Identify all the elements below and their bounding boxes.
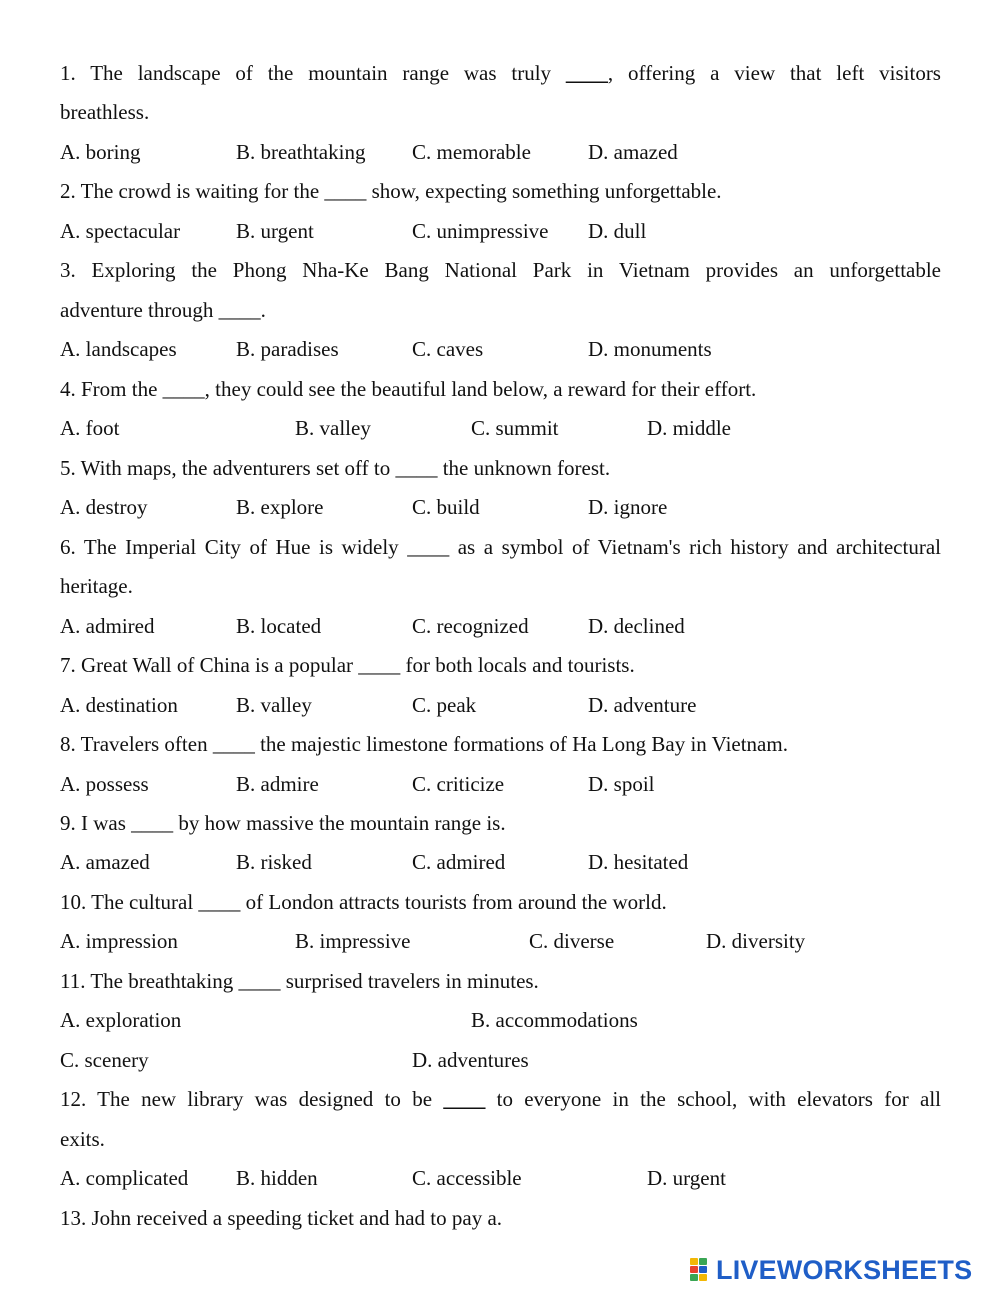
q6-stem: 6. The Imperial City of Hue is widely ____ as a symbol of Vietnam's rich history and architectural — [60, 535, 941, 559]
q10-option-b[interactable]: B. impressive — [295, 929, 411, 953]
q7-option-b[interactable]: B. valley — [236, 693, 312, 717]
q5-option-b[interactable]: B. explore — [236, 495, 324, 519]
q9-stem: 9. I was ____ by how massive the mountain range is. — [60, 811, 506, 835]
q1-option-b[interactable]: B. breathtaking — [236, 140, 366, 164]
q4-option-d[interactable]: D. middle — [647, 416, 731, 440]
q1-option-d[interactable]: D. amazed — [588, 140, 678, 164]
q3-option-a[interactable]: A. landscapes — [60, 337, 177, 361]
q11-option-d[interactable]: D. adventures — [412, 1048, 529, 1072]
q1-option-c[interactable]: C. memorable — [412, 140, 531, 164]
q9-option-b[interactable]: B. risked — [236, 850, 312, 874]
q4-option-b[interactable]: B. valley — [295, 416, 371, 440]
q12-stem-cont: exits. — [60, 1127, 105, 1151]
q6-option-d[interactable]: D. declined — [588, 614, 685, 638]
q8-option-a[interactable]: A. possess — [60, 772, 149, 796]
q1-stem-cont: breathless. — [60, 100, 150, 124]
q5-option-c[interactable]: C. build — [412, 495, 480, 519]
q12-stem: 12. The new library was designed to be ____ to everyone in the school, with elevators for all — [60, 1087, 941, 1111]
q9-option-d[interactable]: D. hesitated — [588, 850, 689, 874]
q12-option-b[interactable]: B. hidden — [236, 1166, 318, 1190]
q8-option-b[interactable]: B. admire — [236, 772, 319, 796]
q2-option-b[interactable]: B. urgent — [236, 219, 314, 243]
q3-stem: 3. Exploring the Phong Nha-Ke Bang National Park in Vietnam provides an unforgettable — [60, 258, 941, 282]
q10-option-d[interactable]: D. diversity — [706, 929, 806, 953]
liveworksheets-logo — [690, 1254, 972, 1286]
q2-option-d[interactable]: D. dull — [588, 219, 647, 243]
q2-option-c[interactable]: C. unimpressive — [412, 219, 549, 243]
q8-option-c[interactable]: C. criticize — [412, 772, 505, 796]
q1-blank[interactable]: ____ — [565, 61, 608, 85]
q1-stem: 1. The landscape of the mountain range was truly ____, offering a view that left visitors — [60, 61, 941, 85]
q2-option-a[interactable]: A. spectacular — [60, 219, 181, 243]
q9-option-a[interactable]: A. amazed — [60, 850, 150, 874]
q11-option-b[interactable]: B. accommodations — [471, 1008, 638, 1032]
q8-stem: 8. Travelers often ____ the majestic limestone formations of Ha Long Bay in Vietnam. — [60, 732, 788, 756]
q6-option-c[interactable]: C. recognized — [412, 614, 529, 638]
q11-option-a[interactable]: A. exploration — [60, 1008, 182, 1032]
q11-option-c[interactable]: C. scenery — [60, 1048, 149, 1072]
q4-option-a[interactable]: A. foot — [60, 416, 120, 440]
q12-option-a[interactable]: A. complicated — [60, 1166, 189, 1190]
q6-option-b[interactable]: B. located — [236, 614, 322, 638]
q12-blank[interactable]: ____ — [443, 1087, 486, 1111]
q3-option-c[interactable]: C. caves — [412, 337, 484, 361]
q6-option-a[interactable]: A. admired — [60, 614, 155, 638]
q5-option-d[interactable]: D. ignore — [588, 495, 668, 519]
q1-option-a[interactable]: A. boring — [60, 140, 141, 164]
q7-option-c[interactable]: C. peak — [412, 693, 477, 717]
q10-stem: 10. The cultural ____ of London attracts tourists from around the world. — [60, 890, 667, 914]
q3-stem-cont: adventure through ____. — [60, 298, 266, 322]
q3-option-d[interactable]: D. monuments — [588, 337, 712, 361]
q11-stem: 11. The breathtaking ____ surprised travelers in minutes. — [60, 969, 539, 993]
q7-option-d[interactable]: D. adventure — [588, 693, 697, 717]
q10-option-a[interactable]: A. impression — [60, 929, 178, 953]
q12-option-c[interactable]: C. accessible — [412, 1166, 522, 1190]
q4-stem: 4. From the ____, they could see the beautiful land below, a reward for their effort. — [60, 377, 757, 401]
q8-option-d[interactable]: D. spoil — [588, 772, 655, 796]
q4-option-c[interactable]: C. summit — [471, 416, 559, 440]
q5-option-a[interactable]: A. destroy — [60, 495, 148, 519]
q13-stem: 13. John received a speeding ticket and had to pay a. — [60, 1206, 503, 1230]
q2-stem: 2. The crowd is waiting for the ____ show, expecting something unforgettable. — [60, 179, 722, 203]
q7-option-a[interactable]: A. destination — [60, 693, 178, 717]
q5-stem: 5. With maps, the adventurers set off to ____ the unknown forest. — [60, 456, 611, 480]
liveworksheets-logo-icon — [690, 1258, 712, 1282]
q3-option-b[interactable]: B. paradises — [236, 337, 339, 361]
q9-option-c[interactable]: C. admired — [412, 850, 506, 874]
q6-stem-cont: heritage. — [60, 574, 133, 598]
q7-stem: 7. Great Wall of China is a popular ____ for both locals and tourists. — [60, 653, 635, 677]
liveworksheets-logo-text: LIVEWORKSHEETS — [716, 1254, 973, 1285]
q12-option-d[interactable]: D. urgent — [647, 1166, 726, 1190]
q10-option-c[interactable]: C. diverse — [529, 929, 615, 953]
